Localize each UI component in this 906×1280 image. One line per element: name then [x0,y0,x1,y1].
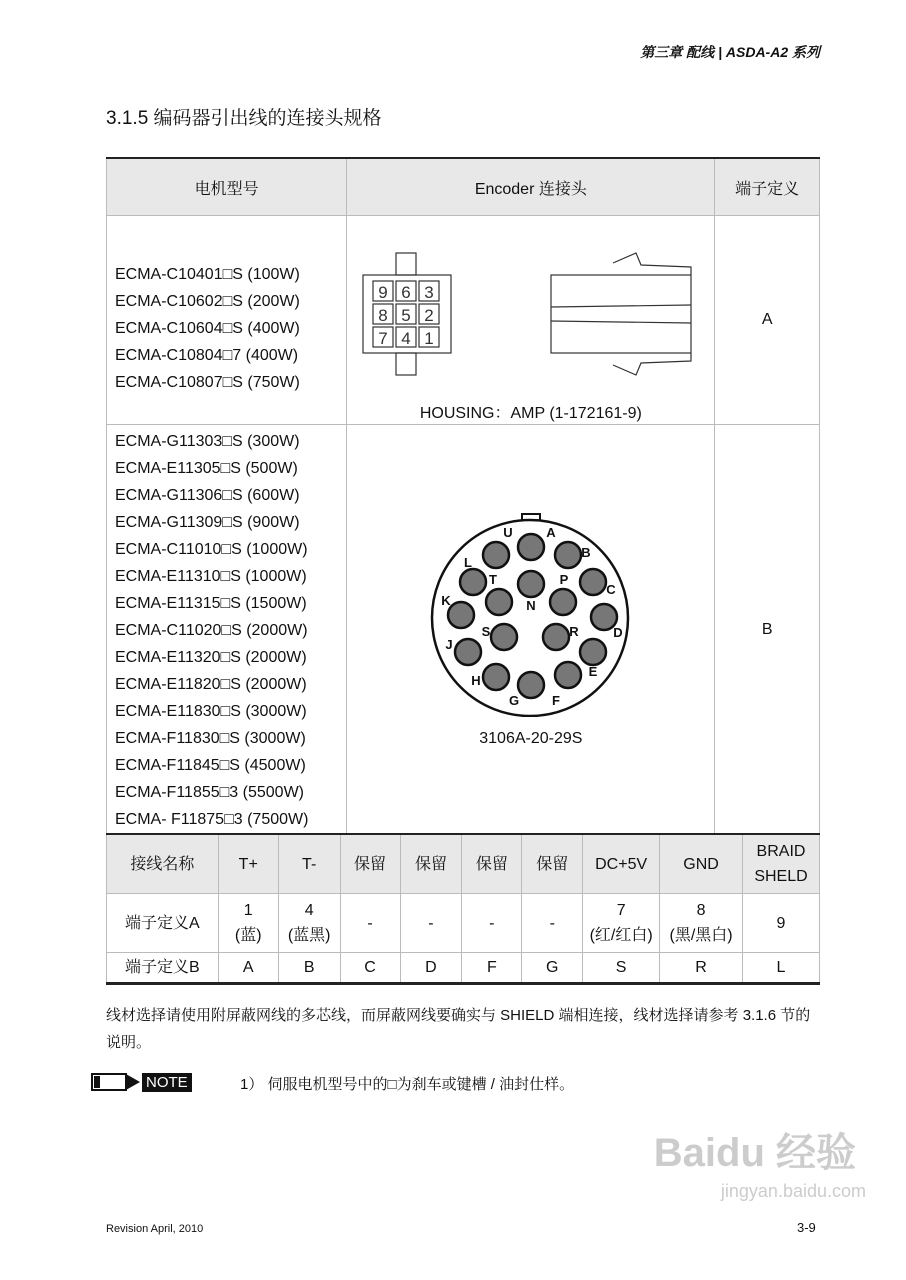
pin-label: 9 [378,283,388,302]
pin-label: G [508,693,519,709]
motor-model: ECMA-E11320□S (2000W) [115,648,307,666]
note-label: NOTE [142,1073,192,1092]
pin-label: 5 [401,306,411,325]
pin-label: 8 [378,306,388,325]
pin-label: U [503,525,513,541]
terminal-b-cell: F [462,953,522,984]
pin-label: P [559,572,569,588]
terminal-b-cell: R [660,953,743,984]
pin-T [486,589,512,615]
pin-H [483,664,509,690]
motor-model: ECMA-C10807□S (750W) [115,373,300,391]
wiring-header: T- [278,834,340,894]
terminal-a-cell [107,894,219,953]
connector-a-caption: HOUSING：AMP (1-172161-9) [419,405,642,422]
terminal-b-cell: L [743,953,820,984]
running-header: 第三章 配线 | ASDA-A2 系列 [640,44,820,60]
pin-label: C [606,582,616,598]
cell-line: (红/红白) [589,927,653,944]
pin-K [448,602,474,628]
cell-line: (黑/黑白) [669,927,733,944]
pin-U [483,542,509,568]
revision-text: Revision April, 2010 [106,1223,204,1235]
motor-model: ECMA-C10804□7 (400W) [115,346,299,364]
motor-model: ECMA-E11310□S (1000W) [115,567,307,585]
wiring-header: DC+5V [583,834,660,894]
terminal-a-cell [462,894,522,953]
wiring-header: BRAID SHELD [743,834,820,894]
encoder-connector-table [106,157,820,838]
pin-label: K [441,593,451,609]
terminal-b-cell: 端子定义B [107,953,219,984]
motor-model: ECMA-C10602□S (200W) [115,292,300,310]
cell-line: (蓝) [234,927,262,944]
pin-label: E [588,664,598,680]
motor-model: ECMA-E11820□S (2000W) [115,675,307,693]
terminal-a-cell [743,894,820,953]
amp-connector-drawing [351,237,711,397]
cell-line: - [428,914,434,932]
wiring-table [106,833,820,985]
header-encoder-connector: Encoder 连接头 [347,158,715,216]
pin-label: L [463,555,472,571]
note-pencil-icon [90,1071,142,1093]
motor-model: ECMA-C10604□S (400W) [115,319,300,337]
cell-line: 端子定义A [125,914,200,932]
cell-line: - [489,914,495,932]
pin-label: 1 [424,329,434,348]
cell-line: 7 [616,902,626,919]
header-terminal: 端子定义 [715,158,820,216]
pin-P [550,589,576,615]
wiring-header: 保留 [462,834,522,894]
pin-label: 6 [401,283,411,302]
pin-A [518,534,544,560]
pin-R [543,624,569,650]
motor-model: ECMA-G11309□S (900W) [115,513,300,531]
pin-L [460,569,486,595]
pin-label: N [526,598,536,614]
terminal-a-cell [340,894,400,953]
motor-model: ECMA-C10401□S (100W) [115,265,300,283]
connector-a-cell [347,216,715,425]
wiring-header: 保留 [522,834,583,894]
header-motor-model: 电机型号 [107,158,347,216]
pin-F [555,662,581,688]
cell-line: 9 [776,914,786,932]
wiring-header: 接线名称 [107,834,219,894]
model-list-a [107,216,347,425]
watermark-url: jingyan.baidu.com [720,1181,866,1201]
cell-line: - [549,914,555,932]
pin-label: 3 [424,283,434,302]
motor-model: ECMA-E11830□S (3000W) [115,702,307,720]
terminal-a-cell [522,894,583,953]
wiring-header: 保留 [400,834,462,894]
wiring-header: 保留 [340,834,400,894]
terminal-b-cell: C [340,953,400,984]
pin-G [518,672,544,698]
terminal-a-cell [660,894,743,953]
cell-line: 4 [304,902,314,919]
pin-C [580,569,606,595]
motor-model: ECMA-F11855□3 (5500W) [115,783,304,801]
terminal-a: A [715,216,820,425]
pin-label: B [581,545,591,561]
motor-model: ECMA-E11315□S (1500W) [115,594,307,612]
motor-model: ECMA-F11845□S (4500W) [115,756,306,774]
terminal-b: B [715,425,820,837]
pin-label: D [613,625,623,641]
pin-label: F [551,693,560,709]
watermark-logo: Baidu 经验 [653,1131,856,1175]
pin-label: J [445,637,453,653]
connector-b-caption: 3106A-20-29S [479,730,583,748]
cell-line: 1 [243,902,253,919]
terminal-b-cell: S [583,953,660,984]
circular-connector-drawing [426,512,636,717]
wiring-header: GND [660,834,743,894]
pin-J [455,639,481,665]
wire-selection-paragraph: 线材选择请使用附屏蔽网线的多芯线，而屏蔽网线要确实与 SHIELD 端相连接，线材选择请参考 3.1.6 节的说明。 [106,1007,811,1051]
motor-model: ECMA-E11305□S (500W) [115,459,298,477]
connector-b-cell [347,425,715,837]
cell-line: (蓝黑) [287,927,331,944]
terminal-a-cell [218,894,278,953]
page-number: 3-9 [797,1220,816,1235]
pin-B [555,542,581,568]
pin-N [518,571,544,597]
terminal-a-cell [278,894,340,953]
motor-model: ECMA-G11303□S (300W) [115,432,300,450]
cell-line: - [367,914,373,932]
terminal-a-cell [583,894,660,953]
pin-label: S [481,624,491,640]
terminal-b-cell: A [218,953,278,984]
motor-model: ECMA-G11306□S (600W) [115,486,300,504]
wiring-header: T+ [218,834,278,894]
pin-E [580,639,606,665]
cell-line: 8 [696,902,706,919]
pin-label: 7 [378,329,388,348]
motor-model: ECMA-C11020□S (2000W) [115,621,308,639]
note-badge [90,1071,192,1093]
terminal-b-cell: B [278,953,340,984]
pin-S [491,624,517,650]
pin-label: H [471,673,481,689]
terminal-b-cell: D [400,953,462,984]
pin-label: 4 [401,329,411,348]
pin-label: R [569,624,579,640]
pin-label: 2 [424,306,434,325]
motor-model: ECMA-C11010□S (1000W) [115,540,308,558]
pin-label: T [488,572,497,588]
pin-label: A [546,525,556,541]
terminal-b-cell: G [522,953,583,984]
note-text: 1） 伺服电机型号中的□为刹车或键槽 / 油封仕样。 [240,1076,575,1093]
motor-model: ECMA-F11830□S (3000W) [115,729,306,747]
motor-model: ECMA- F11875□3 (7500W) [115,810,309,828]
section-title: 3.1.5 编码器引出线的连接头规格 [106,108,382,129]
terminal-a-cell [400,894,462,953]
model-list-b [107,425,347,837]
